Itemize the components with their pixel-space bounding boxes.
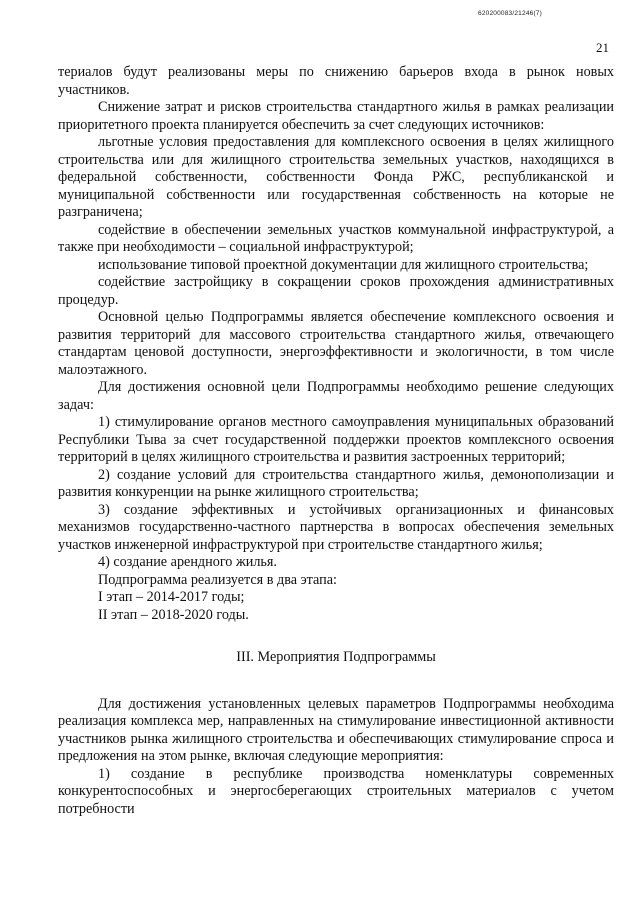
page-number: 21 <box>596 40 609 55</box>
task-item: 3) создание эффективных и устойчивых организационных и финансовых механизмов государственно-частного партнерства в вопросах обеспечения земельных участков инженерной инфраструктурой при строительстве стандартного жилья; <box>58 501 614 553</box>
document-body <box>58 64 614 818</box>
paragraph: Для достижения основной цели Подпрограммы необходимо решение следующих задач: <box>58 379 614 413</box>
task-item: 4) создание арендного жилья. <box>98 554 277 570</box>
measure-item: 1) создание в республике производства номенклатуры современных конкурентоспособных и энергосберегающих строительных материалов с учетом потребности <box>58 765 614 817</box>
list-item: содействие в обеспечении земельных участков коммунальной инфраструктурой, а также при необходимости – социальной инфраструктурой; <box>58 221 614 255</box>
stage-item: II этап – 2018-2020 годы. <box>98 606 249 623</box>
stage-item: I этап – 2014-2017 годы; <box>98 589 245 605</box>
task-item: 1) стимулирование органов местного самоуправления муниципальных образований Республики Тыва за счет государственной поддержки проектов комплексного освоения территорий в целях жилищного строительства и развития застроенных территорий; <box>58 414 614 465</box>
paragraph: Подпрограмма реализуется в два этапа: <box>98 571 337 588</box>
list-item: использование типовой проектной документации для жилищного строительства; <box>98 256 589 273</box>
paragraph: Для достижения установленных целевых параметров Подпрограммы необходима реализация комплекса мер, направленных на стимулирование инвестиционной активности участников рынка жилищного строительства и обеспечивающих стимулирование спроса и предложения на этом рынке, включая следующие мероприятия: <box>58 695 614 764</box>
paragraph-continuation: териалов будут реализованы меры по снижению барьеров входа в рынок новых участников. <box>58 64 614 98</box>
section-heading: III. Мероприятия Подпрограммы <box>236 649 436 665</box>
paragraph: Снижение затрат и рисков строительства стандартного жилья в рамках реализации приоритетного проекта планируется обеспечить за счет следующих источников: <box>58 99 614 133</box>
list-item: льготные условия предоставления для комплексного освоения в целях жилищного строительства или для жилищного строительства земельных участков, находящихся в федеральной собственности, собственности Фонда РЖС, республиканской и муниципальной собственности или государственная собственность на которые не разграничена; <box>58 134 614 220</box>
task-item: 2) создание условий для строительства стандартного жилья, демонополизации и развития конкуренции на рынке жилищного строительства; <box>58 466 614 500</box>
list-item: содействие застройщику в сокращении сроков прохождения административных процедур. <box>58 274 614 308</box>
paragraph: Основной целью Подпрограммы является обеспечение комплексного освоения и развития территорий для массового строительства стандартного жилья, отвечающего стандартам ценовой доступности, энергоэффективности и экологичности, в том числе малоэтажного. <box>58 309 614 378</box>
document-code: 620200083/21246(7) <box>478 10 542 17</box>
